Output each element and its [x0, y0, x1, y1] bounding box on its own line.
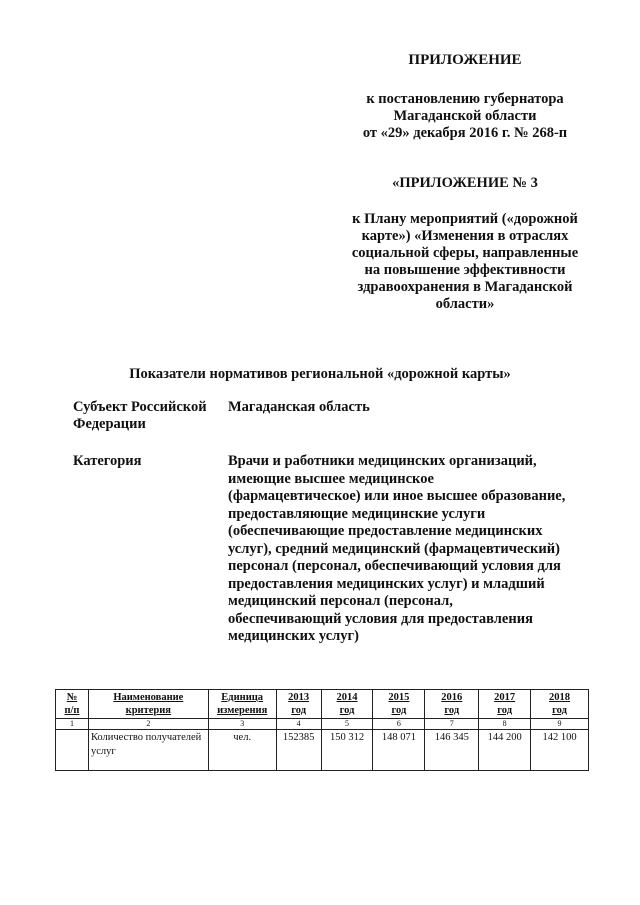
category-line: медицинских услуг) [228, 628, 359, 644]
header-cell [321, 690, 373, 719]
decree-reference [336, 91, 594, 142]
category-line: медицинский персонал (персонал, [228, 593, 453, 609]
header-line: 2015 [388, 692, 410, 703]
column-number: 9 [531, 719, 589, 730]
header-cell [276, 690, 321, 719]
header-line: год [444, 705, 460, 716]
header-line: 2018 [549, 692, 571, 703]
plan-line: на повышение эффективности [364, 262, 566, 278]
table-header-row [56, 690, 589, 719]
column-number: 7 [425, 719, 479, 730]
value-2014-cell: 150 312 [321, 730, 373, 771]
header-line: год [497, 705, 513, 716]
column-number: 3 [208, 719, 276, 730]
header-line: измерения [217, 705, 268, 716]
subject-label-line: Федерации [73, 416, 146, 432]
header-line: год [391, 705, 407, 716]
plan-line: области» [435, 296, 495, 312]
header-line: 2014 [336, 692, 358, 703]
header-cell [531, 690, 589, 719]
category-label: Категория [73, 453, 142, 469]
header-cell [425, 690, 479, 719]
criterion-cell: Количество получателей услуг [88, 730, 208, 771]
plan-reference [336, 211, 594, 313]
header-cell [88, 690, 208, 719]
value-2017-cell: 144 200 [479, 730, 531, 771]
category-line: (обеспечивающие предоставление медицинских [228, 523, 543, 539]
table-row [56, 730, 589, 771]
header-line: критерия [125, 705, 171, 716]
header-cell [56, 690, 89, 719]
header-line: 2013 [288, 692, 310, 703]
header-cell [373, 690, 425, 719]
indicators-table [55, 689, 589, 771]
category-line: персонал (персонал, обеспечивающий условия для [228, 558, 561, 574]
document-title: Показатели нормативов региональной «дорожной карты» [129, 366, 511, 382]
category-line: услуг), средний медицинский (фармацевтический) [228, 540, 560, 557]
plan-line: карте») «Изменения в отраслях [361, 228, 569, 244]
decree-line: Магаданской области [393, 108, 537, 124]
subject-label [73, 399, 223, 433]
header-cell [208, 690, 276, 719]
value-2018-cell: 142 100 [531, 730, 589, 771]
header-line: Наименование [113, 692, 184, 703]
category-line: предоставляющие медицинские услуги [228, 505, 486, 522]
column-number-row [56, 719, 589, 730]
subject-value: Магаданская область [228, 399, 370, 415]
header-line: год [339, 705, 355, 716]
category-line: (фармацевтическое) или иное высшее образование, [228, 488, 566, 504]
plan-line: здравоохранения в Магаданской [357, 279, 573, 295]
decree-line: от «29» декабря 2016 г. № 268-п [362, 125, 568, 141]
category-line: Врачи и работники медицинских организаций, [228, 453, 537, 469]
value-2015-cell: 148 071 [373, 730, 425, 771]
plan-line: к Плану мероприятий («дорожной [352, 211, 578, 227]
subject-label-line: Субъект Российской [73, 399, 207, 415]
header-cell [479, 690, 531, 719]
column-number: 8 [479, 719, 531, 730]
row-number-cell [56, 730, 89, 771]
header-line: год [291, 705, 307, 716]
header-line: Единица [221, 692, 264, 703]
category-line: обеспечивающий условия для предоставления [228, 610, 533, 627]
column-number: 2 [88, 719, 208, 730]
header-line: 2017 [494, 692, 516, 703]
column-number: 6 [373, 719, 425, 730]
category-line: предоставления медицинских услуг) и младший [228, 575, 545, 592]
value-2016-cell: 146 345 [425, 730, 479, 771]
appendix-title: ПРИЛОЖЕНИЕ [408, 52, 522, 68]
plan-line: социальной сферы, направленные [351, 245, 579, 261]
header-line: № [66, 692, 78, 703]
category-value [228, 453, 588, 646]
appendix-3-title: «ПРИЛОЖЕНИЕ № 3 [392, 175, 538, 191]
column-number: 5 [321, 719, 373, 730]
decree-line: к постановлению губернатора [366, 91, 564, 107]
column-number: 4 [276, 719, 321, 730]
header-line: п/п [64, 705, 80, 716]
header-line: год [552, 705, 567, 716]
unit-cell: чел. [208, 730, 276, 771]
category-line: имеющие высшее медицинское [228, 470, 434, 487]
header-line: 2016 [441, 692, 463, 703]
value-2013-cell: 152385 [276, 730, 321, 771]
column-number: 1 [56, 719, 89, 730]
